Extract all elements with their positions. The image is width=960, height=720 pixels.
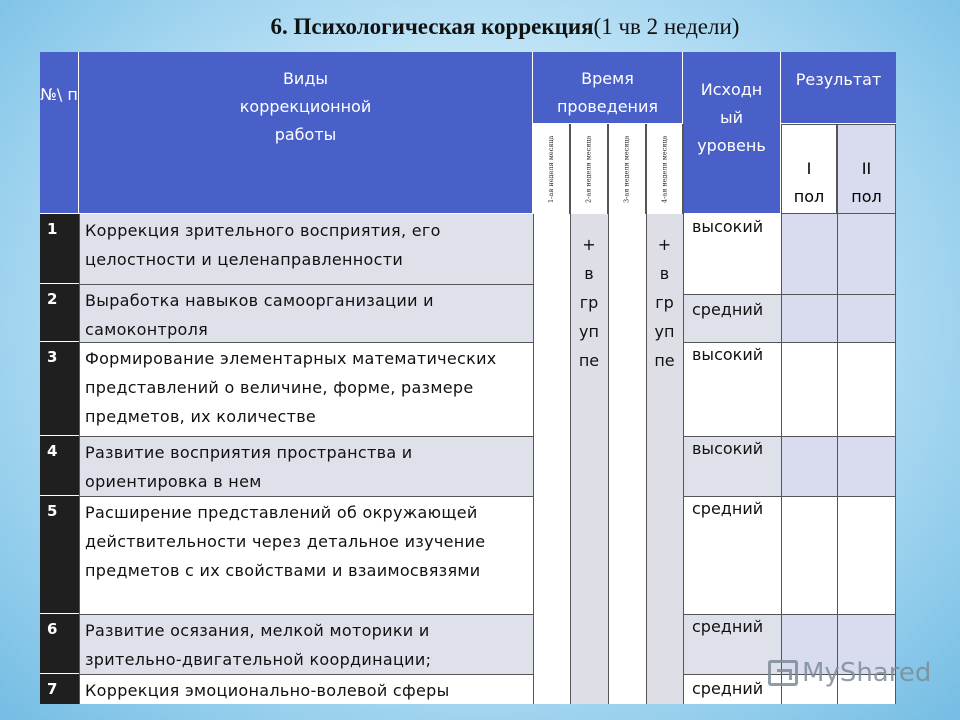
header-initial-line2: ый — [719, 108, 744, 127]
result-2-r2 — [837, 294, 896, 342]
week-1-header: 1-ая неделя месяца — [533, 124, 570, 214]
header-initial-line3: уровень — [697, 136, 766, 155]
result-1-r3 — [781, 342, 837, 436]
row-1-level: высокий — [683, 214, 781, 294]
row-7-level: средний — [683, 674, 781, 704]
row-7-text: Коррекция эмоционально-волевой сферы — [79, 674, 533, 704]
week-2-group-mark: + в гр уп пе — [578, 235, 600, 370]
half2-line1: II — [861, 159, 872, 178]
header-types-line2: коррекционной — [239, 97, 372, 116]
result-1-r1 — [781, 214, 837, 294]
row-7-num: 7 — [40, 674, 79, 704]
row-1-num: 1 — [40, 214, 79, 284]
header-types-line3: работы — [274, 125, 337, 144]
half1-header — [781, 124, 837, 214]
half2-header — [837, 124, 896, 214]
week-2-header: 2-ая неделя месяца — [570, 124, 608, 214]
row-5-text: Расширение представлений об окружающей действительности через детальное изучение предметов с их свойствами и взаимосвязями — [79, 496, 533, 614]
half1-line1: I — [806, 159, 812, 178]
week-2-column — [570, 214, 608, 704]
header-types-line1: Виды — [282, 69, 329, 88]
header-initial-line1: Исходн — [700, 80, 763, 99]
correction-table — [38, 52, 896, 704]
result-2-r4 — [837, 436, 896, 496]
watermark-text: MyShared — [802, 658, 932, 688]
week-4-column — [646, 214, 683, 704]
result-1-r2 — [781, 294, 837, 342]
title-bold: 6. Психологическая коррекция — [270, 14, 594, 39]
week-3-header: 3-ая неделя месяца — [608, 124, 646, 214]
row-6-num: 6 — [40, 614, 79, 674]
header-num — [40, 52, 79, 214]
watermark — [768, 658, 931, 688]
result-2-r3 — [837, 342, 896, 436]
result-2-r1 — [837, 214, 896, 294]
header-time-line2: проведения — [556, 97, 659, 116]
page-title — [0, 14, 960, 40]
result-1-r5 — [781, 496, 837, 614]
row-4-text: Развитие восприятия пространства и ориентировка в нем — [79, 436, 533, 496]
half1-line2: пол — [793, 187, 825, 206]
row-3-num: 3 — [40, 342, 79, 436]
week-1-column — [533, 214, 570, 704]
row-2-level: средний — [683, 294, 781, 342]
header-num-label: №\ п — [40, 85, 78, 104]
header-time-line1: Время — [581, 69, 634, 88]
row-5-level: средний — [683, 496, 781, 614]
row-6-text: Развитие осязания, мелкой моторики и зрительно-двигательной координации; — [79, 614, 533, 674]
row-3-level: высокий — [683, 342, 781, 436]
header-time — [533, 52, 683, 124]
header-result — [781, 52, 896, 124]
title-rest: (1 чв 2 недели) — [593, 14, 740, 39]
week-4-group-mark: + в гр уп пе — [654, 235, 675, 370]
header-initial-level — [683, 52, 781, 214]
half2-line2: пол — [851, 187, 882, 206]
row-1-text: Коррекция зрительного восприятия, его целостности и целенаправленности — [79, 214, 533, 284]
row-6-level: средний — [683, 614, 781, 674]
header-result-label: Результат — [795, 70, 882, 89]
row-3-text: Формирование элементарных математических представлений о величине, форме, размере предметов, их количестве — [79, 342, 533, 436]
row-2-text: Выработка навыков самоорганизации и самоконтроля — [79, 284, 533, 342]
row-5-num: 5 — [40, 496, 79, 614]
row-4-level: высокий — [683, 436, 781, 496]
row-4-num: 4 — [40, 436, 79, 496]
header-types — [79, 52, 533, 214]
row-2-num: 2 — [40, 284, 79, 342]
week-4-header: 4-ая неделя месяца — [646, 124, 683, 214]
result-1-r4 — [781, 436, 837, 496]
week-3-column — [608, 214, 646, 704]
result-2-r5 — [837, 496, 896, 614]
share-icon — [768, 660, 798, 686]
